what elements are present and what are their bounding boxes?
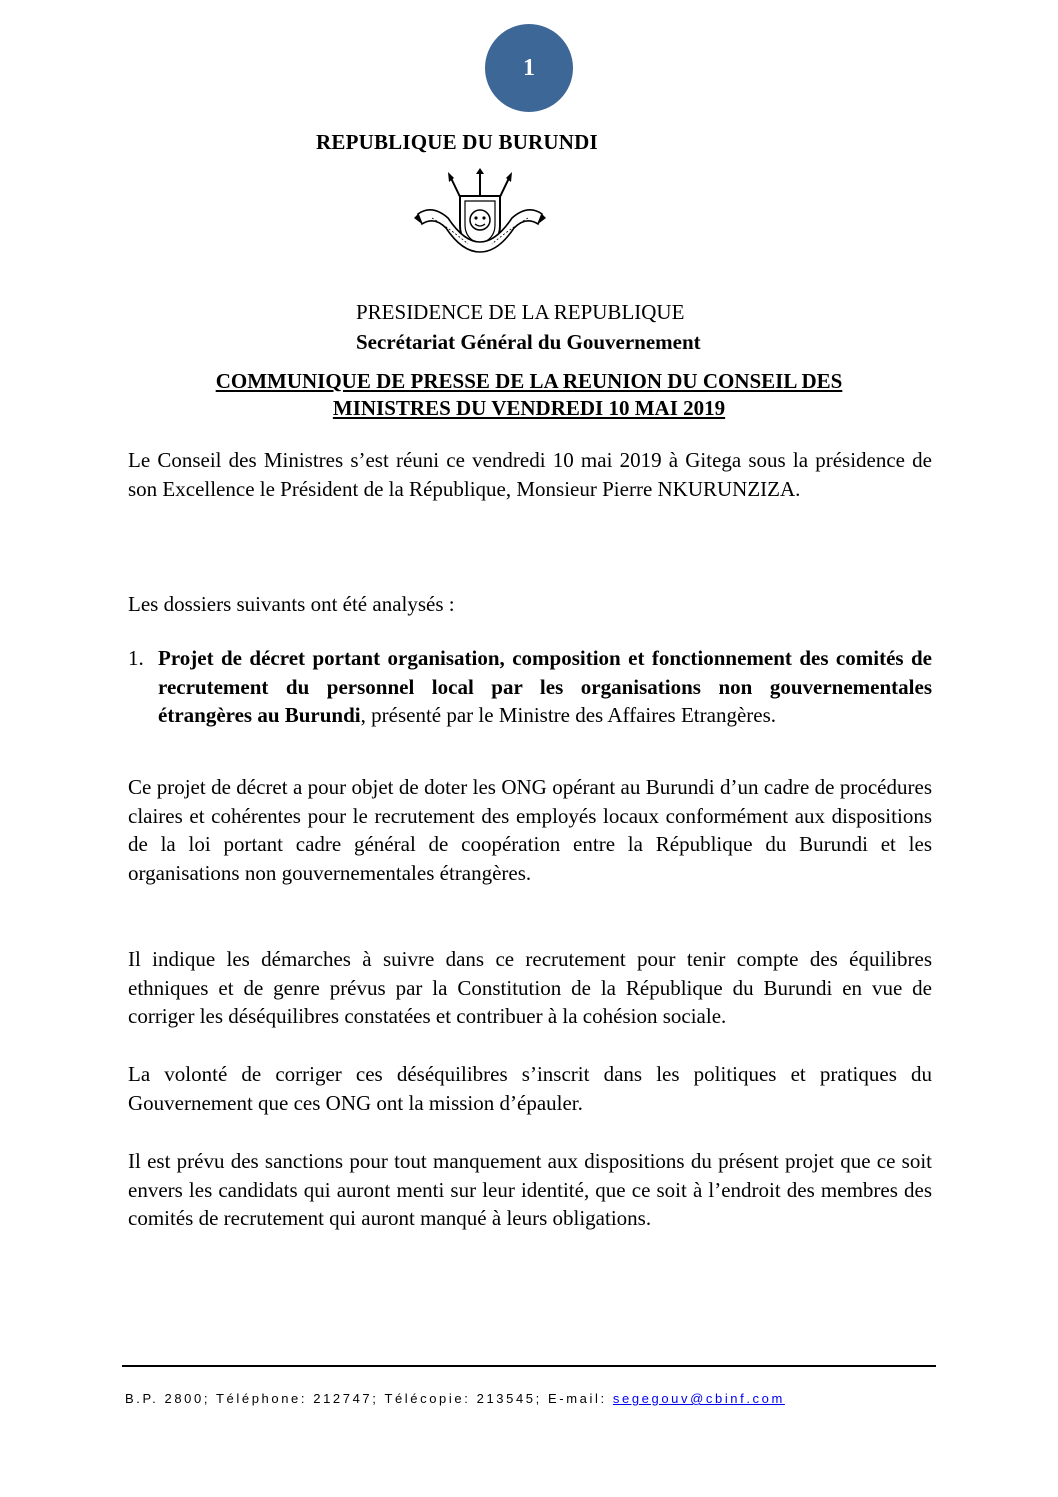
- dossiers-intro: Les dossiers suivants ont été analysés :: [128, 592, 455, 616]
- footer-text: B.P. 2800; Téléphone: 212747; Télécopie: 213545; E-mail:: [125, 1391, 613, 1406]
- item-presenter: , présenté par le Ministre des Affaires Etrangères.: [360, 703, 777, 727]
- paragraph-objective: Ce projet de décret a pour objet de doter les ONG opérant au Burundi d’un cadre de procédures claires et cohérentes pour le recrutement des employés locaux conformément aux dispositions de la loi portant cadre général de coopération entre la République du Burundi et les organisations non gouvernementales étrangères.: [128, 775, 932, 885]
- secretariat-heading: Secrétariat Général du Gouvernement: [356, 330, 701, 354]
- document-title: [128, 368, 930, 422]
- item-number: 1.: [128, 646, 144, 670]
- title-line-1: COMMUNIQUE DE PRESSE DE LA REUNION DU CONSEIL DES: [215, 369, 843, 393]
- footer-email-link[interactable]: segegouv@cbinf.com: [612, 1391, 785, 1406]
- country-heading: REPUBLIQUE DU BURUNDI: [316, 130, 598, 154]
- item-text: [158, 644, 932, 730]
- presidence-heading: PRESIDENCE DE LA REPUBLIQUE: [356, 300, 685, 324]
- footer-contact: [125, 1391, 785, 1406]
- title-line-2: MINISTRES DU VENDREDI 10 MAI 2019: [332, 396, 726, 420]
- footer-divider: [122, 1365, 936, 1367]
- page-number: 1: [523, 54, 535, 81]
- page-number-badge: [485, 24, 573, 112]
- paragraph-procedure: Il indique les démarches à suivre dans ce recrutement pour tenir compte des équilibres ethniques et de genre prévus par la Constitution de la République du Burundi en vue de corriger les déséquilibres constatées et contribuer à la cohésion sociale.: [128, 947, 932, 1028]
- intro-paragraph: Le Conseil des Ministres s’est réuni ce vendredi 10 mai 2019 à Gitega sous la présidence de son Excellence le Président de la République, Monsieur Pierre NKURUNZIZA.: [128, 448, 932, 501]
- coat-of-arms-icon: [412, 168, 548, 268]
- item-title: Projet de décret portant organisation, composition et fonctionnement des comités de recrutement du personnel local par les organisations non gouvernementales étrangères au Burundi: [158, 646, 932, 727]
- paragraph-sanctions: Il est prévu des sanctions pour tout manquement aux dispositions du présent projet que ce soit envers les candidats qui auront menti sur leur identité, que ce soit à l’endroit des membres des comités de recrutement qui auront manqué à leurs obligations.: [128, 1149, 932, 1230]
- paragraph-volonte: La volonté de corriger ces déséquilibres s’inscrit dans les politiques et pratiques du Gouvernement que ces ONG ont la mission d’épauler.: [128, 1062, 932, 1115]
